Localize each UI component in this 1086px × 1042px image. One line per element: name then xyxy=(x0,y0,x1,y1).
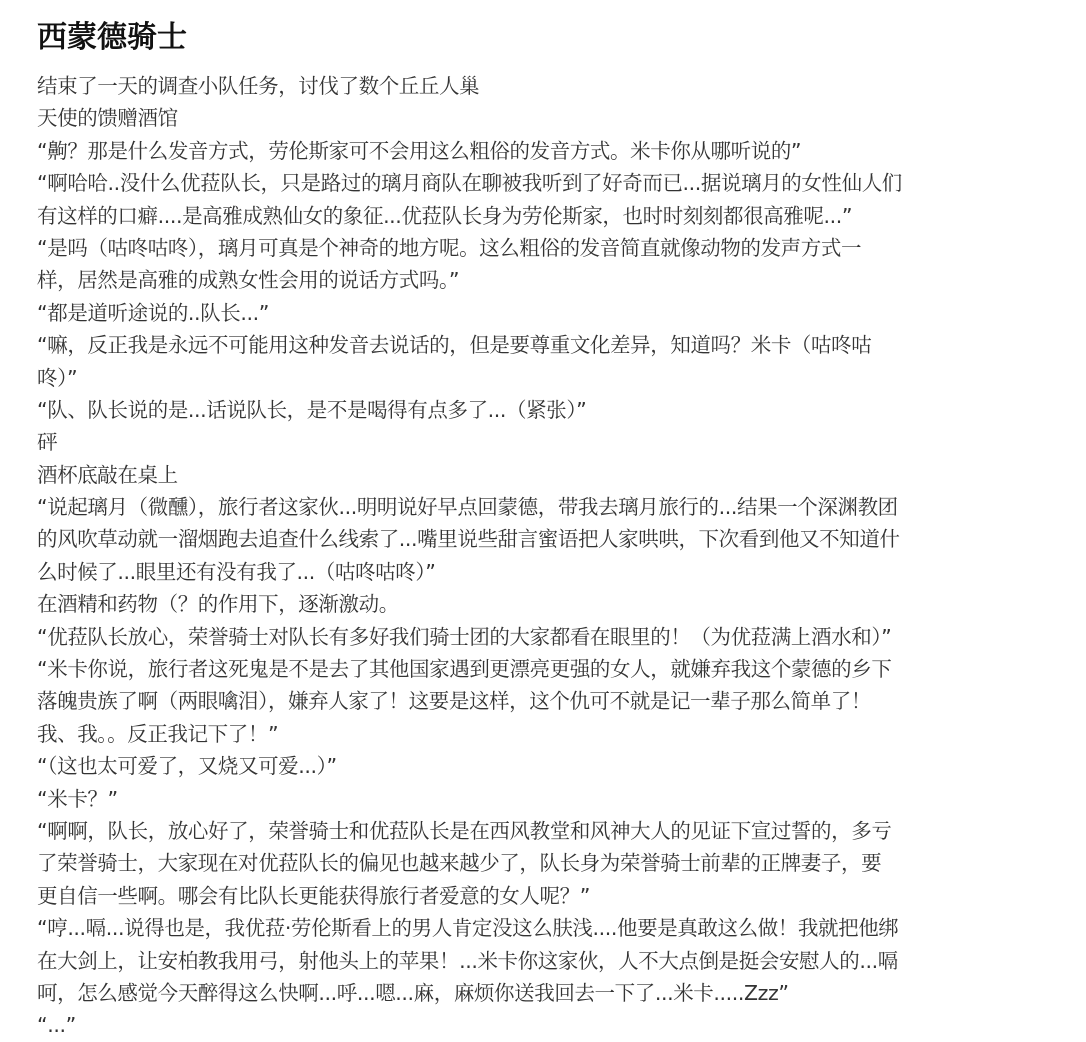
document-body xyxy=(37,70,1082,1042)
document xyxy=(37,14,1082,1042)
text-line: 么时候了...眼里还有没有我了...（咕咚咕咚）” xyxy=(37,559,436,584)
text-line: “米卡？” xyxy=(37,786,118,811)
paragraph xyxy=(37,329,1082,394)
text-line: 酒杯底敲在桌上 xyxy=(37,462,178,487)
text-line: “米卡你说，旅行者这死鬼是不是去了其他国家遇到更漂亮更强的女人，就嫌弃我这个蒙德的乡下 xyxy=(37,657,892,682)
text-line: 结束了一天的调查小队任务，讨伐了数个丘丘人巢 xyxy=(37,74,480,98)
paragraph xyxy=(37,135,1082,167)
paragraph xyxy=(37,621,1082,653)
paragraph xyxy=(37,70,1082,102)
paragraph xyxy=(37,588,1082,620)
text-line: “哼...嗝...说得也是，我优菈·劳伦斯看上的男人肯定没这么肤浅....他要是真敢这么做！我就把他绑 xyxy=(37,916,899,941)
text-line: 我、我。。反正我记下了！” xyxy=(37,721,279,746)
text-line: “优菈队长放心，荣誉骑士对队长有多好我们骑士团的大家都看在眼里的！（为优菈满上酒水和）” xyxy=(37,624,892,649)
text-line: “是吗（咕咚咕咚），璃月可真是个神奇的地方呢。这么粗俗的发音简直就像动物的发声方式一 xyxy=(37,235,862,260)
paragraph xyxy=(37,167,1082,232)
paragraph xyxy=(37,912,1082,1009)
paragraph xyxy=(37,815,1082,912)
paragraph xyxy=(37,653,1082,750)
text-line: 更自信一些啊。哪会有比队长更能获得旅行者爱意的女人呢？” xyxy=(37,883,590,908)
paragraph xyxy=(37,232,1082,297)
paragraph xyxy=(37,491,1082,588)
paragraph xyxy=(37,750,1082,782)
text-line: 天使的馈赠酒馆 xyxy=(37,106,178,131)
text-line: “说起璃月（微醺），旅行者这家伙...明明说好早点回蒙德，带我去璃月旅行的...结果一个深渊教团 xyxy=(37,495,898,520)
text-line: 的风吹草动就一溜烟跑去追查什么线索了...嘴里说些甜言蜜语把人家哄哄，下次看到他又不知道什 xyxy=(37,527,900,552)
text-line: “啊哈哈..没什么优菈队长，只是路过的璃月商队在聊被我听到了好奇而已...据说璃月的女性仙人们 xyxy=(37,171,902,196)
paragraph xyxy=(37,102,1082,134)
text-line: 砰 xyxy=(37,430,58,455)
text-line: 在酒精和药物（？的作用下，逐渐激动。 xyxy=(37,592,399,617)
paragraph xyxy=(37,297,1082,329)
paragraph xyxy=(37,459,1082,491)
text-line: 落魄贵族了啊（两眼噙泪），嫌弃人家了！这要是这样，这个仇可不就是记一辈子那么简单了！ xyxy=(37,689,871,714)
text-line: “...” xyxy=(37,1013,76,1038)
text-line: “嘛，反正我是永远不可能用这种发音去说话的，但是要尊重文化差异，知道吗？米卡（咕咚咕 xyxy=(37,333,872,358)
text-line: “队、队长说的是...话说队长，是不是喝得有点多了...（紧张）” xyxy=(37,397,587,422)
text-line: 有这样的口癖....是高雅成熟仙女的象征...优菈队长身为劳伦斯家，也时时刻刻都很高雅呢...” xyxy=(37,203,853,228)
text-line: “（这也太可爱了，又烧又可爱...）” xyxy=(37,754,337,779)
paragraph xyxy=(37,426,1082,458)
text-line: 咚）” xyxy=(37,365,78,390)
text-line: “齁？那是什么发音方式，劳伦斯家可不会用这么粗俗的发音方式。米卡你从哪听说的” xyxy=(37,138,802,163)
document-title: 西蒙德骑士 xyxy=(37,20,187,55)
paragraph xyxy=(37,1009,1082,1041)
text-line: 在大剑上，让安柏教我用弓，射他头上的苹果！...米卡你这家伙，人不大点倒是挺会安慰人的...嗝 xyxy=(37,948,898,973)
text-line: “都是道听途说的..队长...” xyxy=(37,300,269,325)
text-line: “啊啊，队长，放心好了，荣誉骑士和优菈队长是在西风教堂和风神大人的见证下宣过誓的，多亏 xyxy=(37,818,892,843)
text-line: 了荣誉骑士，大家现在对优菈队长的偏见也越来越少了，队长身为荣誉骑士前辈的正牌妻子，要 xyxy=(37,851,882,876)
paragraph xyxy=(37,783,1082,815)
text-line: 呵，怎么感觉今天醉得这么快啊...呼...嗯...麻，麻烦你送我回去一下了...米卡.....Zzz” xyxy=(37,980,789,1005)
text-line: 样，居然是高雅的成熟女性会用的说话方式吗。” xyxy=(37,268,460,293)
paragraph xyxy=(37,394,1082,426)
